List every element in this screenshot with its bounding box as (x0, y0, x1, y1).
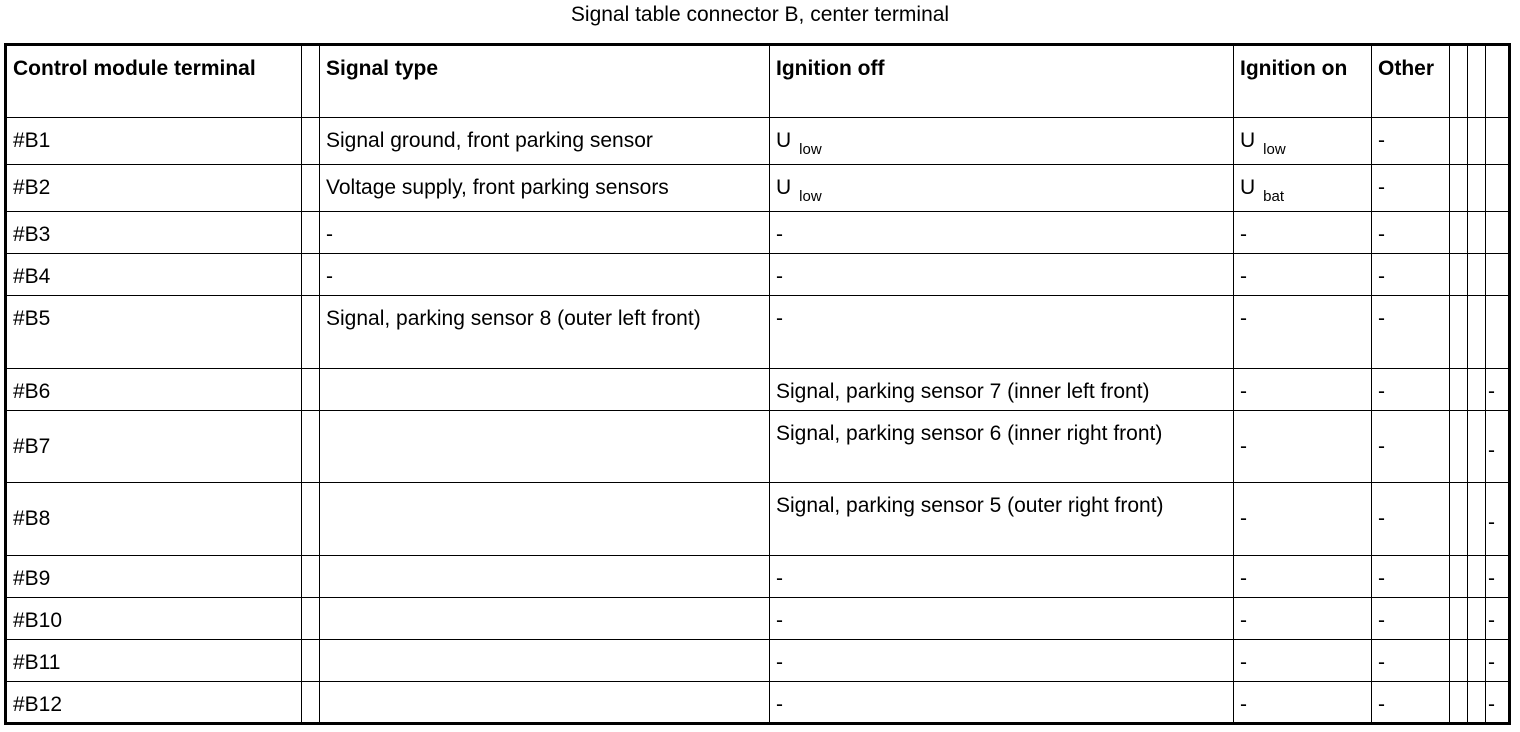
spacer-cell (302, 682, 320, 724)
other-cell: - (1372, 483, 1450, 556)
ignition-on-cell: - (1234, 411, 1372, 483)
extra-cell (1450, 165, 1468, 212)
extra-cell (1468, 369, 1486, 411)
extra-cell: - (1486, 640, 1510, 682)
ignition-off-cell (770, 165, 1234, 212)
other-cell: - (1372, 369, 1450, 411)
ignition-off-cell: Signal, parking sensor 7 (inner left front) (770, 369, 1234, 411)
voltage-symbol: U (1240, 176, 1256, 199)
ignition-off-cell: - (770, 640, 1234, 682)
spacer-cell (302, 640, 320, 682)
extra-cell (1450, 411, 1468, 483)
table-row (6, 598, 1510, 640)
extra-cell (1486, 212, 1510, 254)
extra-cell: - (1486, 598, 1510, 640)
signal-type-cell (320, 640, 770, 682)
signal-type-cell (320, 682, 770, 724)
extra-cell (1450, 483, 1468, 556)
signal-type-cell (320, 369, 770, 411)
table-caption: Signal table connector B, center terminal (570, 3, 950, 26)
spacer-cell (302, 254, 320, 296)
extra-cell (1450, 296, 1468, 369)
signal-type-cell (320, 598, 770, 640)
voltage-symbol: U (1240, 129, 1256, 152)
extra-cell (1450, 640, 1468, 682)
other-cell: - (1372, 640, 1450, 682)
extra-cell: - (1486, 411, 1510, 483)
extra-cell (1468, 212, 1486, 254)
header-other: Other (1372, 45, 1450, 118)
header-ignition-off: Ignition off (770, 45, 1234, 118)
spacer-cell (302, 165, 320, 212)
extra-cell: - (1486, 682, 1510, 724)
header-ignition-on: Ignition on (1234, 45, 1372, 118)
other-cell: - (1372, 296, 1450, 369)
voltage-subscript: low (799, 188, 822, 205)
other-cell: - (1372, 411, 1450, 483)
spacer-cell (302, 369, 320, 411)
extra-cell: - (1486, 483, 1510, 556)
terminal-cell: #B12 (6, 682, 302, 724)
other-cell: - (1372, 212, 1450, 254)
ignition-on-cell: - (1234, 296, 1372, 369)
spacer-cell (302, 296, 320, 369)
signal-table (4, 43, 1511, 725)
ignition-off-cell: - (770, 212, 1234, 254)
table-row (6, 483, 1510, 556)
terminal-cell: #B3 (6, 212, 302, 254)
terminal-cell: #B11 (6, 640, 302, 682)
table-row (6, 165, 1510, 212)
signal-type-cell: - (320, 254, 770, 296)
extra-cell (1450, 556, 1468, 598)
extra-cell (1468, 254, 1486, 296)
table-row (6, 556, 1510, 598)
header-signal-type: Signal type (320, 45, 770, 118)
extra-cell (1468, 640, 1486, 682)
voltage-symbol: U (776, 129, 792, 152)
extra-cell (1450, 598, 1468, 640)
table-row (6, 212, 1510, 254)
signal-type-cell (320, 556, 770, 598)
spacer-cell (302, 483, 320, 556)
spacer-cell (302, 598, 320, 640)
signal-type-cell (320, 411, 770, 483)
signal-type-cell (320, 483, 770, 556)
spacer-cell (302, 556, 320, 598)
extra-cell (1450, 212, 1468, 254)
other-cell: - (1372, 682, 1450, 724)
header-terminal: Control module terminal (6, 45, 302, 118)
extra-cell (1450, 254, 1468, 296)
ignition-off-cell: - (770, 556, 1234, 598)
terminal-cell: #B7 (6, 411, 302, 483)
other-cell: - (1372, 165, 1450, 212)
extra-cell (1486, 118, 1510, 165)
header-extra-1 (1450, 45, 1468, 118)
terminal-cell: #B2 (6, 165, 302, 212)
extra-cell (1468, 556, 1486, 598)
terminal-cell: #B5 (6, 296, 302, 369)
ignition-off-cell: Signal, parking sensor 5 (outer right front) (770, 483, 1234, 556)
ignition-off-cell: Signal, parking sensor 6 (inner right front) (770, 411, 1234, 483)
signal-type-cell: Signal ground, front parking sensor (320, 118, 770, 165)
ignition-off-cell (770, 118, 1234, 165)
extra-cell (1468, 411, 1486, 483)
signal-type-cell: - (320, 212, 770, 254)
extra-cell: - (1486, 556, 1510, 598)
other-cell: - (1372, 118, 1450, 165)
extra-cell (1468, 598, 1486, 640)
ignition-off-cell: - (770, 598, 1234, 640)
extra-cell (1468, 296, 1486, 369)
extra-cell (1486, 165, 1510, 212)
extra-cell (1450, 682, 1468, 724)
spacer-cell (302, 411, 320, 483)
ignition-off-cell: - (770, 682, 1234, 724)
other-cell: - (1372, 556, 1450, 598)
other-cell: - (1372, 254, 1450, 296)
extra-cell (1468, 165, 1486, 212)
extra-cell (1468, 682, 1486, 724)
ignition-on-cell: - (1234, 640, 1372, 682)
terminal-cell: #B4 (6, 254, 302, 296)
table-row (6, 640, 1510, 682)
ignition-on-cell: - (1234, 682, 1372, 724)
ignition-on-cell (1234, 165, 1372, 212)
voltage-subscript: low (1263, 141, 1286, 158)
signal-type-cell: Signal, parking sensor 8 (outer left front) (320, 296, 770, 369)
table-row (6, 411, 1510, 483)
signal-type-cell: Voltage supply, front parking sensors (320, 165, 770, 212)
table-row (6, 118, 1510, 165)
terminal-cell: #B6 (6, 369, 302, 411)
header-extra-2 (1468, 45, 1486, 118)
table-row (6, 296, 1510, 369)
extra-cell (1468, 483, 1486, 556)
voltage-subscript: low (799, 141, 822, 158)
terminal-cell: #B8 (6, 483, 302, 556)
ignition-on-cell: - (1234, 254, 1372, 296)
terminal-cell: #B9 (6, 556, 302, 598)
table-row (6, 682, 1510, 724)
spacer-cell (302, 212, 320, 254)
extra-cell (1450, 369, 1468, 411)
other-cell: - (1372, 598, 1450, 640)
terminal-cell: #B1 (6, 118, 302, 165)
header-row (6, 45, 1510, 118)
spacer-cell (302, 118, 320, 165)
ignition-off-cell: - (770, 254, 1234, 296)
table-row (6, 369, 1510, 411)
ignition-on-cell: - (1234, 598, 1372, 640)
header-spacer (302, 45, 320, 118)
extra-cell (1486, 296, 1510, 369)
ignition-on-cell: - (1234, 556, 1372, 598)
ignition-off-cell: - (770, 296, 1234, 369)
extra-cell (1468, 118, 1486, 165)
extra-cell: - (1486, 369, 1510, 411)
ignition-on-cell (1234, 118, 1372, 165)
extra-cell (1486, 254, 1510, 296)
terminal-cell: #B10 (6, 598, 302, 640)
header-extra-3 (1486, 45, 1510, 118)
ignition-on-cell: - (1234, 212, 1372, 254)
voltage-symbol: U (776, 176, 792, 199)
ignition-on-cell: - (1234, 483, 1372, 556)
table-row (6, 254, 1510, 296)
extra-cell (1450, 118, 1468, 165)
voltage-subscript: bat (1263, 188, 1285, 205)
ignition-on-cell: - (1234, 369, 1372, 411)
